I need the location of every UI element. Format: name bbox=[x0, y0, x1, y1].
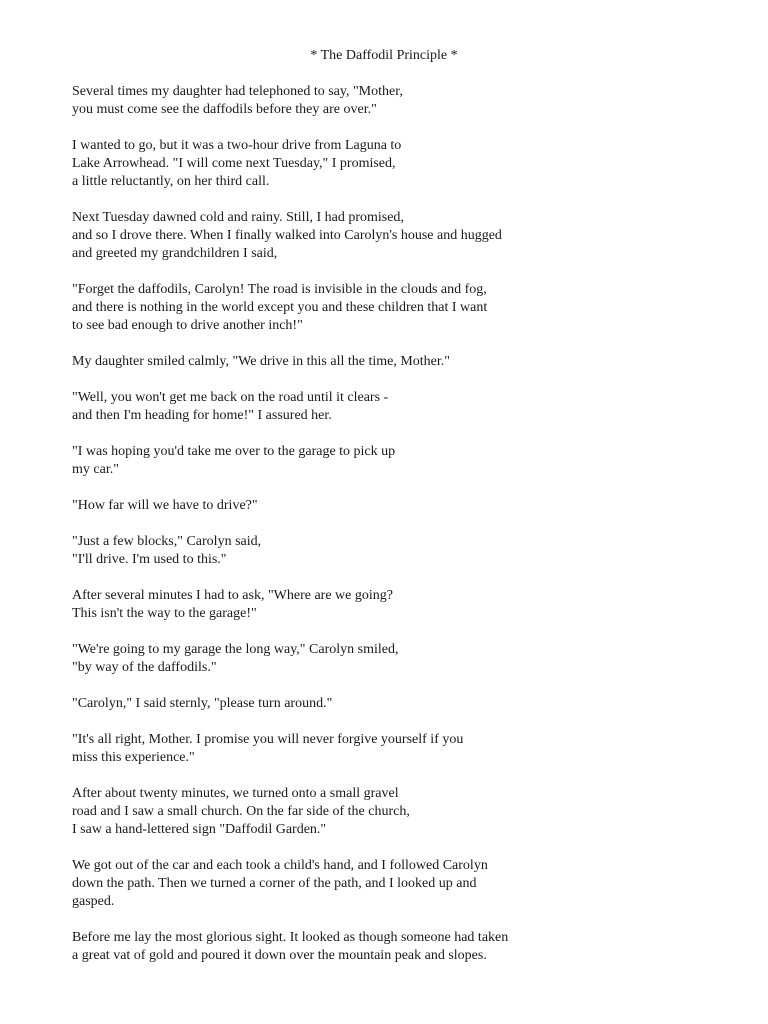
text-line: road and I saw a small church. On the far side of the church, bbox=[72, 804, 410, 819]
text-line: "I'll drive. I'm used to this." bbox=[72, 552, 227, 567]
paragraph bbox=[72, 929, 632, 965]
text-line: My daughter smiled calmly, "We drive in this all the time, Mother." bbox=[72, 354, 450, 369]
text-line: down the path. Then we turned a corner of the path, and I looked up and bbox=[72, 876, 477, 891]
paragraph bbox=[72, 587, 632, 623]
document-title: * The Daffodil Principle * bbox=[310, 48, 458, 63]
paragraph bbox=[72, 281, 632, 335]
text-line: I wanted to go, but it was a two-hour drive from Laguna to bbox=[72, 138, 402, 153]
text-line: Lake Arrowhead. "I will come next Tuesday," I promised, bbox=[72, 156, 396, 171]
text-line: my car." bbox=[72, 462, 119, 477]
paragraph bbox=[72, 497, 632, 515]
text-line: After about twenty minutes, we turned onto a small gravel bbox=[72, 786, 399, 801]
text-line: "I was hoping you'd take me over to the garage to pick up bbox=[72, 444, 396, 459]
text-line: "We're going to my garage the long way," Carolyn smiled, bbox=[72, 642, 399, 657]
text-line: I saw a hand-lettered sign "Daffodil Garden." bbox=[72, 822, 327, 837]
paragraph bbox=[72, 533, 632, 569]
text-line: Before me lay the most glorious sight. It looked as though someone had taken bbox=[72, 930, 509, 945]
text-line: This isn't the way to the garage!" bbox=[72, 606, 257, 621]
text-line: "Just a few blocks," Carolyn said, bbox=[72, 534, 262, 549]
paragraph bbox=[72, 83, 632, 119]
text-line: a little reluctantly, on her third call. bbox=[72, 174, 270, 189]
text-line: "Well, you won't get me back on the road until it clears - bbox=[72, 390, 389, 405]
text-line: to see bad enough to drive another inch!" bbox=[72, 318, 303, 333]
text-line: a great vat of gold and poured it down over the mountain peak and slopes. bbox=[72, 948, 487, 963]
text-line: "It's all right, Mother. I promise you will never forgive yourself if you bbox=[72, 732, 464, 747]
paragraph bbox=[72, 695, 632, 713]
paragraph bbox=[72, 389, 632, 425]
paragraph bbox=[72, 137, 632, 191]
paragraph bbox=[72, 641, 632, 677]
text-line: and there is nothing in the world except you and these children that I want bbox=[72, 300, 488, 315]
paragraph bbox=[72, 353, 632, 371]
text-line: and greeted my grandchildren I said, bbox=[72, 246, 278, 261]
text-line: "by way of the daffodils." bbox=[72, 660, 217, 675]
paragraph bbox=[72, 857, 632, 911]
paragraph bbox=[72, 785, 632, 839]
paragraph bbox=[72, 209, 632, 263]
text-line: "Forget the daffodils, Carolyn! The road is invisible in the clouds and fog, bbox=[72, 282, 487, 297]
document-body bbox=[72, 83, 632, 983]
paragraph bbox=[72, 731, 632, 767]
text-line: miss this experience." bbox=[72, 750, 195, 765]
text-line: We got out of the car and each took a child's hand, and I followed Carolyn bbox=[72, 858, 488, 873]
text-line: and so I drove there. When I finally walked into Carolyn's house and hugged bbox=[72, 228, 502, 243]
text-line: you must come see the daffodils before they are over." bbox=[72, 102, 377, 117]
text-line: "Carolyn," I said sternly, "please turn around." bbox=[72, 696, 333, 711]
text-line: and then I'm heading for home!" I assured her. bbox=[72, 408, 332, 423]
text-line: After several minutes I had to ask, "Where are we going? bbox=[72, 588, 393, 603]
text-line: Next Tuesday dawned cold and rainy. Still, I had promised, bbox=[72, 210, 404, 225]
paragraph bbox=[72, 443, 632, 479]
text-line: gasped. bbox=[72, 894, 115, 909]
text-line: "How far will we have to drive?" bbox=[72, 498, 258, 513]
text-line: Several times my daughter had telephoned to say, "Mother, bbox=[72, 84, 403, 99]
